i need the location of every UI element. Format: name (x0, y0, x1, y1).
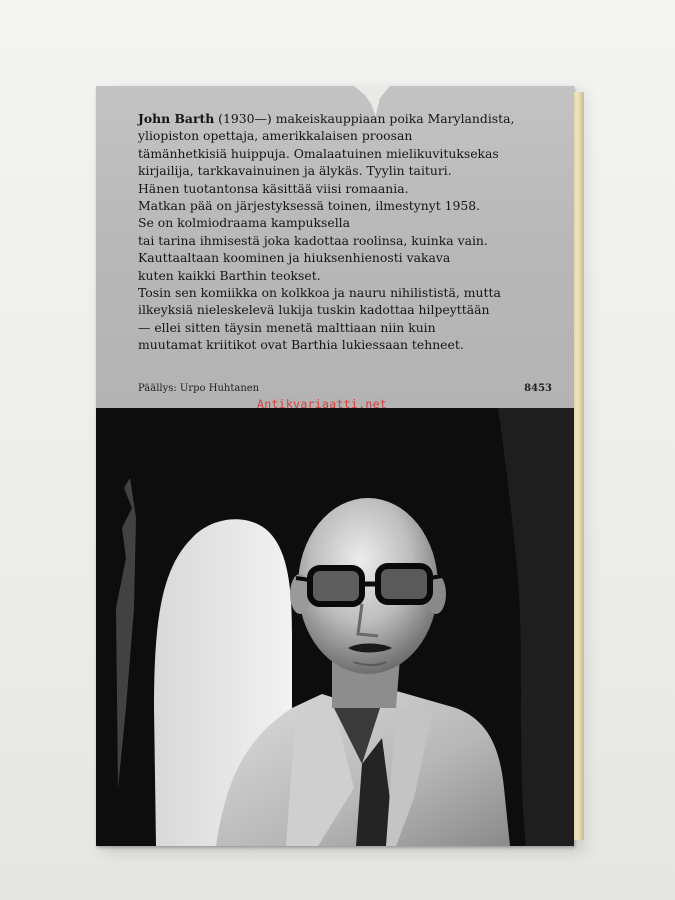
book-back-cover (96, 86, 574, 846)
catalog-number: 8453 (524, 383, 552, 394)
blurb-line: kuten kaikki Barthin teokset. (138, 267, 321, 283)
portrait-illustration (96, 408, 574, 846)
blurb-line: — ellei sitten täysin menetä malttiaan niin kuin (138, 319, 436, 335)
cover-designer-credit: Päällys: Urpo Huhtanen (138, 383, 260, 394)
blurb-line: muutamat kriitikot ovat Barthia lukiessaan tehneet. (138, 337, 464, 353)
blurb-line: ilkeyksiä nieleskelevä lukija tuskin kadottaa hilpeyttään (138, 302, 490, 318)
author-blurb (138, 110, 558, 354)
author-portrait (96, 408, 574, 846)
blurb-line: tai tarina ihmisestä joka kadottaa roolinsa, kuinka vain. (138, 232, 488, 248)
blurb-line: tämänhetkisiä huippuja. Omalaatuinen mielikuvituksekas (138, 145, 499, 161)
blurb-line: Se on kolmiodraama kampuksella (138, 215, 351, 231)
blurb-line: Matkan pää on järjestyksessä toinen, ilmestynyt 1958. (138, 198, 481, 214)
blurb-line: yliopiston opettaja, amerikkalaisen proosan (138, 128, 413, 144)
blurb-line: Tosin sen komiikka on kolkkoa ja nauru nihilististä, mutta (138, 285, 501, 301)
blurb-line: Hänen tuotantonsa käsittää viisi romaania. (138, 180, 409, 196)
blurb-line: John Barth (1930—) makeiskauppiaan poika Marylandista, (138, 111, 515, 126)
blurb-line: kirjailija, tarkkavainuinen ja älykäs. Tyylin taituri. (138, 163, 452, 179)
author-name: John Barth (138, 111, 215, 126)
blurb-panel (96, 86, 574, 408)
watermark-text: Antikvariaatti.net (257, 397, 388, 411)
blurb-line: Kauttaaltaan koominen ja hiuksenhienosti vakava (138, 250, 451, 266)
